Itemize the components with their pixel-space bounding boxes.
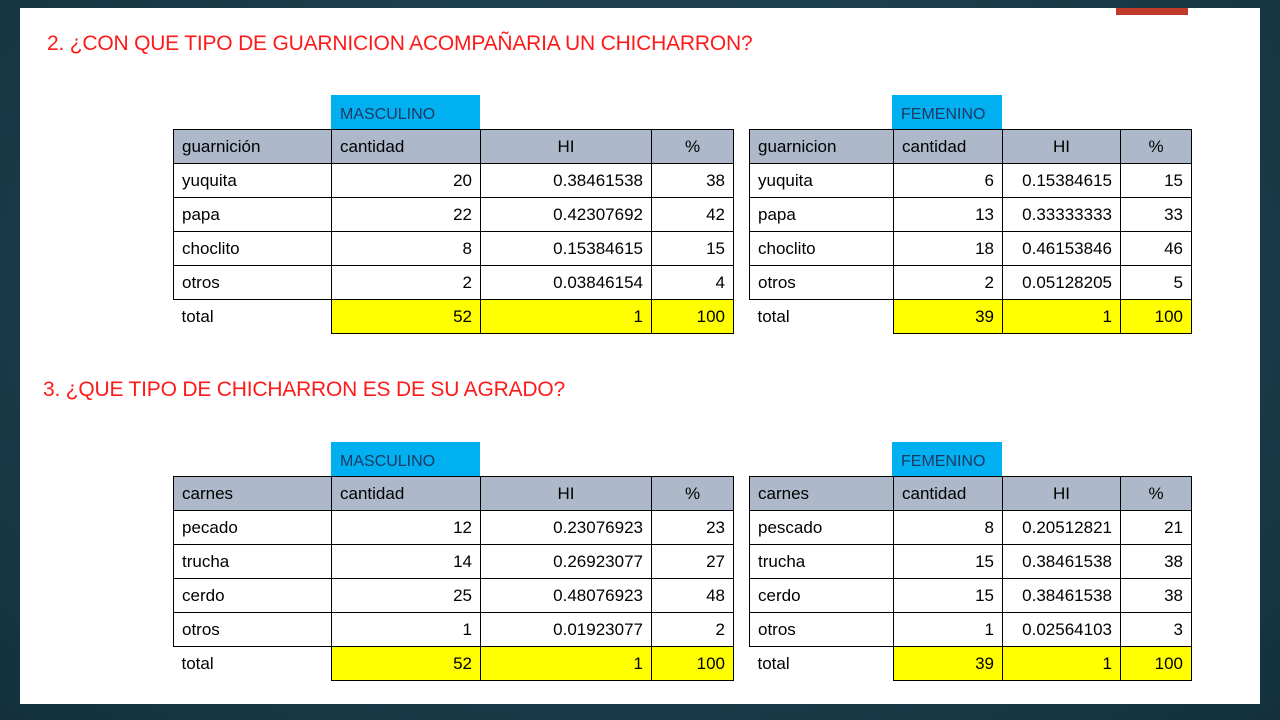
header-cell: HI xyxy=(481,477,652,511)
percent-cell: 21 xyxy=(1121,511,1192,545)
cantidad-cell: 14 xyxy=(332,545,481,579)
table-total-row xyxy=(174,647,734,681)
percent-cell: 3 xyxy=(1121,613,1192,647)
hi-cell: 0.42307692 xyxy=(481,198,652,232)
header-cell: cantidad xyxy=(894,130,1003,164)
total-percent: 100 xyxy=(1121,647,1192,681)
total-percent: 100 xyxy=(652,300,734,334)
question-2-title: 2. ¿CON QUE TIPO DE GUARNICION ACOMPAÑARIA UN CHICHARRON? xyxy=(47,32,753,55)
q3-masculino-tag: MASCULINO xyxy=(331,442,480,476)
table-total-row xyxy=(750,300,1192,334)
slide xyxy=(20,8,1260,704)
total-hi: 1 xyxy=(481,300,652,334)
q2-femenino-tag: FEMENINO xyxy=(892,95,1002,129)
total-label: total xyxy=(181,306,214,326)
header-cell: HI xyxy=(1003,130,1121,164)
percent-cell: 5 xyxy=(1121,266,1192,300)
cantidad-cell: 8 xyxy=(332,232,481,266)
table-row xyxy=(174,198,734,232)
hi-cell: 0.38461538 xyxy=(1003,579,1121,613)
category-cell: cerdo xyxy=(750,579,894,613)
percent-cell: 4 xyxy=(652,266,734,300)
header-cell: % xyxy=(1121,477,1192,511)
header-cell: cantidad xyxy=(894,477,1003,511)
hi-cell: 0.38461538 xyxy=(1003,545,1121,579)
category-cell: otros xyxy=(750,613,894,647)
cantidad-cell: 2 xyxy=(894,266,1003,300)
header-cell: cantidad xyxy=(332,477,481,511)
question-3-title: 3. ¿QUE TIPO DE CHICHARRON ES DE SU AGRADO? xyxy=(43,378,565,401)
total-cantidad: 39 xyxy=(894,300,1003,334)
q2-femenino-table xyxy=(749,129,1192,334)
percent-cell: 15 xyxy=(1121,164,1192,198)
category-cell: papa xyxy=(750,198,894,232)
cantidad-cell: 22 xyxy=(332,198,481,232)
total-label: total xyxy=(181,653,214,673)
table-row xyxy=(174,266,734,300)
total-hi: 1 xyxy=(1003,300,1121,334)
percent-cell: 38 xyxy=(652,164,734,198)
percent-cell: 27 xyxy=(652,545,734,579)
percent-cell: 2 xyxy=(652,613,734,647)
hi-cell: 0.15384615 xyxy=(481,232,652,266)
percent-cell: 23 xyxy=(652,511,734,545)
header-cell: HI xyxy=(1003,477,1121,511)
hi-cell: 0.15384615 xyxy=(1003,164,1121,198)
category-cell: papa xyxy=(174,198,332,232)
header-cell: carnes xyxy=(750,477,894,511)
q3-masculino-table xyxy=(173,476,734,681)
table-row xyxy=(750,232,1192,266)
hi-cell: 0.48076923 xyxy=(481,579,652,613)
hi-cell: 0.38461538 xyxy=(481,164,652,198)
table-row xyxy=(174,579,734,613)
total-hi: 1 xyxy=(1003,647,1121,681)
hi-cell: 0.46153846 xyxy=(1003,232,1121,266)
cantidad-cell: 25 xyxy=(332,579,481,613)
total-label: total xyxy=(757,306,790,326)
table-total-row xyxy=(174,300,734,334)
table-row xyxy=(174,545,734,579)
cantidad-cell: 8 xyxy=(894,511,1003,545)
category-cell: trucha xyxy=(750,545,894,579)
table-row xyxy=(750,164,1192,198)
header-cell: guarnición xyxy=(174,130,332,164)
category-cell: pescado xyxy=(750,511,894,545)
category-cell: otros xyxy=(750,266,894,300)
table-header-row xyxy=(174,477,734,511)
hi-cell: 0.05128205 xyxy=(1003,266,1121,300)
cantidad-cell: 13 xyxy=(894,198,1003,232)
table-header-row xyxy=(750,477,1192,511)
table-total-row xyxy=(750,647,1192,681)
total-label: total xyxy=(757,653,790,673)
q3-femenino-table xyxy=(749,476,1192,681)
total-cantidad: 39 xyxy=(894,647,1003,681)
hi-cell: 0.02564103 xyxy=(1003,613,1121,647)
total-percent: 100 xyxy=(1121,300,1192,334)
category-cell: pecado xyxy=(174,511,332,545)
percent-cell: 48 xyxy=(652,579,734,613)
cantidad-cell: 15 xyxy=(894,545,1003,579)
percent-cell: 42 xyxy=(652,198,734,232)
header-cell: % xyxy=(1121,130,1192,164)
total-percent: 100 xyxy=(652,647,734,681)
q3-femenino-tag: FEMENINO xyxy=(892,442,1002,476)
percent-cell: 38 xyxy=(1121,579,1192,613)
q2-masculino-tag: MASCULINO xyxy=(331,95,480,129)
cantidad-cell: 1 xyxy=(332,613,481,647)
hi-cell: 0.33333333 xyxy=(1003,198,1121,232)
table-row xyxy=(174,613,734,647)
header-cell: guarnicion xyxy=(750,130,894,164)
header-cell: HI xyxy=(481,130,652,164)
header-cell: % xyxy=(652,130,734,164)
header-cell: carnes xyxy=(174,477,332,511)
percent-cell: 38 xyxy=(1121,545,1192,579)
category-cell: otros xyxy=(174,613,332,647)
cantidad-cell: 1 xyxy=(894,613,1003,647)
accent-bar xyxy=(1116,8,1188,15)
table-row xyxy=(750,613,1192,647)
total-cantidad: 52 xyxy=(332,647,481,681)
table-header-row xyxy=(174,130,734,164)
table-row xyxy=(750,545,1192,579)
percent-cell: 46 xyxy=(1121,232,1192,266)
table-row xyxy=(750,579,1192,613)
table-row xyxy=(174,232,734,266)
category-cell: choclito xyxy=(174,232,332,266)
category-cell: trucha xyxy=(174,545,332,579)
q2-masculino-table xyxy=(173,129,734,334)
category-cell: otros xyxy=(174,266,332,300)
cantidad-cell: 15 xyxy=(894,579,1003,613)
table-row xyxy=(174,164,734,198)
header-cell: cantidad xyxy=(332,130,481,164)
table-row xyxy=(750,511,1192,545)
hi-cell: 0.01923077 xyxy=(481,613,652,647)
hi-cell: 0.20512821 xyxy=(1003,511,1121,545)
category-cell: yuquita xyxy=(750,164,894,198)
category-cell: yuquita xyxy=(174,164,332,198)
hi-cell: 0.03846154 xyxy=(481,266,652,300)
cantidad-cell: 2 xyxy=(332,266,481,300)
table-row xyxy=(750,266,1192,300)
total-hi: 1 xyxy=(481,647,652,681)
percent-cell: 33 xyxy=(1121,198,1192,232)
cantidad-cell: 20 xyxy=(332,164,481,198)
cantidad-cell: 6 xyxy=(894,164,1003,198)
cantidad-cell: 18 xyxy=(894,232,1003,266)
category-cell: cerdo xyxy=(174,579,332,613)
table-header-row xyxy=(750,130,1192,164)
percent-cell: 15 xyxy=(652,232,734,266)
table-row xyxy=(750,198,1192,232)
total-cantidad: 52 xyxy=(332,300,481,334)
hi-cell: 0.26923077 xyxy=(481,545,652,579)
header-cell: % xyxy=(652,477,734,511)
category-cell: choclito xyxy=(750,232,894,266)
hi-cell: 0.23076923 xyxy=(481,511,652,545)
cantidad-cell: 12 xyxy=(332,511,481,545)
table-row xyxy=(174,511,734,545)
